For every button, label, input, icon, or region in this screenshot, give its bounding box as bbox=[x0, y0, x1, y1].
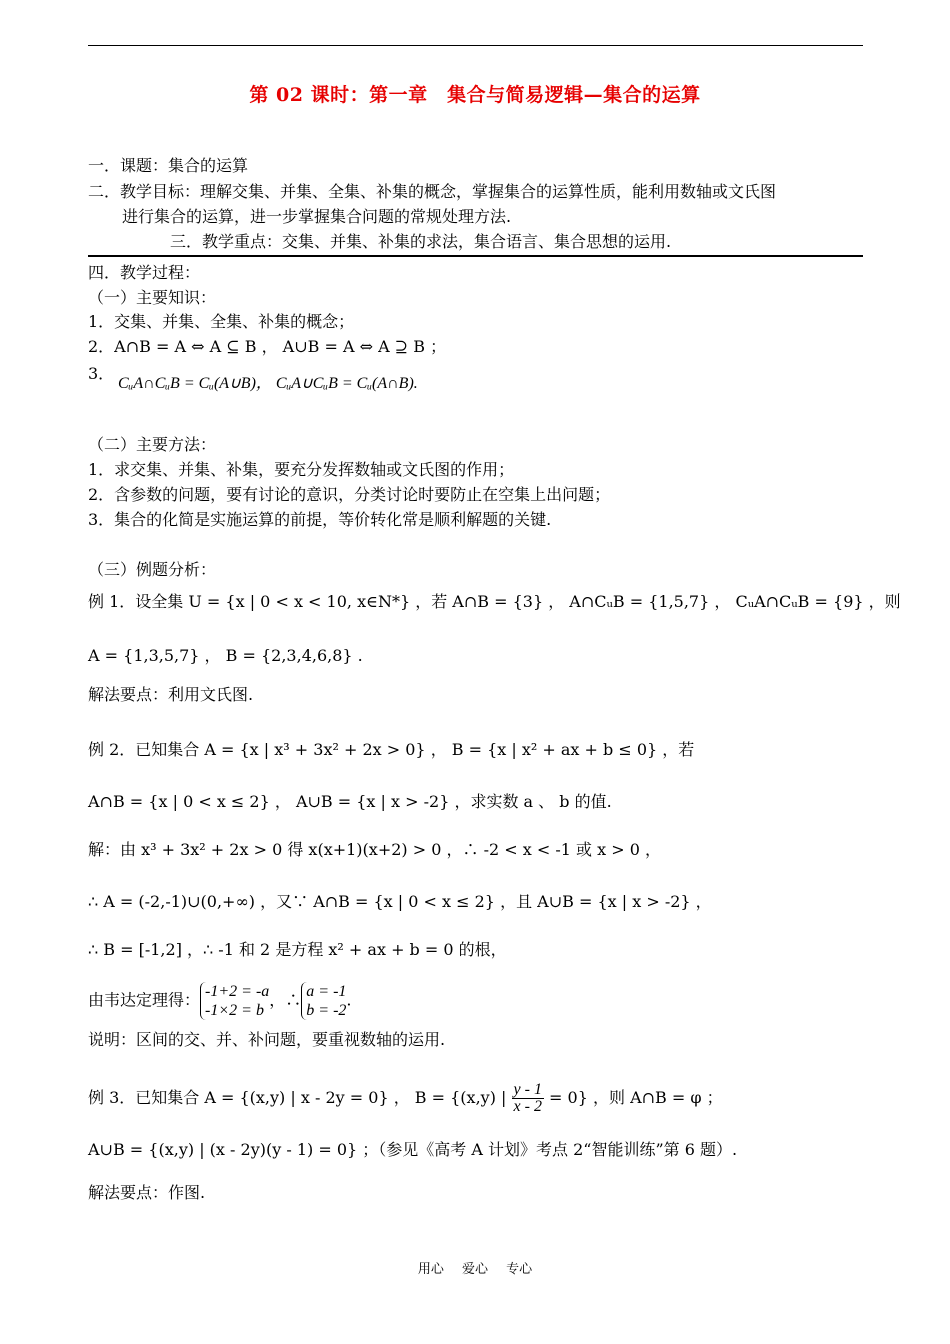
example-3-post: = 0} ，则 A∩B = φ ； bbox=[549, 1088, 723, 1107]
result-b: b = -2 bbox=[306, 1002, 347, 1019]
methods-heading: （二）主要方法： bbox=[88, 435, 217, 454]
examples-heading: （三）例题分析： bbox=[88, 560, 217, 579]
example-2-statement: 例 2．已知集合 A = {x | x³ + 3x² + 2x > 0} ， B = {x | x² + ax + b ≤ 0} ，若 bbox=[88, 740, 695, 759]
example-2-note: 说明：区间的交、并、补问题，要重视数轴的运用. bbox=[88, 1030, 446, 1049]
fraction-denominator: x - 2 bbox=[513, 1098, 542, 1115]
example-2-vieta bbox=[88, 982, 352, 1020]
example-1-answer: A = {1,3,5,7} ， B = {2,3,4,6,8} . bbox=[88, 646, 363, 665]
method-item-1: 1．求交集、并集、补集，要充分发挥数轴或文氏图的作用； bbox=[88, 460, 515, 479]
example-1-statement: 例 1．设全集 U = {x | 0 < x < 10, x∈N*} ，若 A∩B = {3} ， A∩CᵤB = {1,5,7} ， CᵤA∩CᵤB = {9} ，则 bbox=[88, 592, 901, 611]
example-3-fraction bbox=[512, 1082, 544, 1115]
section-topic: 一．课题：集合的运算 bbox=[88, 156, 249, 175]
example-1-hint: 解法要点：利用文氏图. bbox=[88, 685, 254, 704]
knowledge-item-1: 1．交集、并集、全集、补集的概念； bbox=[88, 312, 355, 331]
example-2-solution-1: 解：由 x³ + 3x² + 2x > 0 得 x(x+1)(x+2) > 0 ，∴ -2 < x < -1 或 x > 0 ， bbox=[88, 840, 661, 859]
system-period: . bbox=[346, 990, 352, 1010]
therefore-symbol: ，∴ bbox=[269, 990, 302, 1010]
example-2-statement-cont: A∩B = {x | 0 < x ≤ 2} ， A∪B = {x | x > -2} ，求实数 a 、 b 的值. bbox=[88, 792, 612, 811]
vieta-equation-2: -1×2 = b bbox=[205, 1002, 264, 1019]
example-2-solution-3: ∴ B = [-1,2] ，∴ -1 和 2 是方程 x² + ax + b = 0 的根， bbox=[88, 940, 507, 959]
fraction-numerator: y - 1 bbox=[513, 1081, 542, 1098]
result-system bbox=[301, 982, 346, 1020]
page-footer: 用心 爱心 专心 bbox=[417, 1262, 533, 1277]
vieta-system bbox=[200, 982, 269, 1020]
method-item-2: 2．含参数的问题，要有讨论的意识，分类讨论时要防止在空集上出问题； bbox=[88, 485, 611, 504]
example-3-union: A∪B = {(x,y) | (x - 2y)(y - 1) = 0} ；（参见《高考 A 计划》考点 2“智能训练”第 6 题）. bbox=[88, 1140, 738, 1159]
knowledge-item-3-formula: CᵤA∩CᵤB = Cᵤ(A∪B)， CᵤA∪CᵤB = Cᵤ(A∩B). bbox=[118, 375, 418, 392]
section-objectives-cont: 进行集合的运算，进一步掌握集合问题的常规处理方法. bbox=[122, 207, 512, 226]
knowledge-item-3-number: 3． bbox=[88, 364, 115, 383]
header-rule bbox=[88, 45, 863, 46]
section-rule bbox=[88, 255, 863, 257]
example-3-statement bbox=[88, 1082, 723, 1115]
knowledge-item-2: 2．A∩B = A ⇔ A ⊆ B ， A∪B = A ⇔ A ⊇ B ； bbox=[88, 337, 447, 356]
vieta-equation-1: -1+2 = -a bbox=[205, 983, 270, 1000]
result-a: a = -1 bbox=[306, 983, 347, 1000]
example-3-pre: 例 3．已知集合 A = {(x,y) | x - 2y = 0} ， B = {(x,y) | bbox=[88, 1088, 507, 1107]
section-process: 四．教学过程： bbox=[88, 263, 201, 282]
page-title: 第 02 课时：第一章 集合与简易逻辑—集合的运算 bbox=[249, 84, 701, 106]
vieta-label: 由韦达定理得： bbox=[88, 990, 201, 1010]
example-3-hint: 解法要点：作图. bbox=[88, 1183, 206, 1202]
section-key-points: 三．教学重点：交集、并集、补集的求法，集合语言、集合思想的运用. bbox=[170, 232, 672, 251]
method-item-3: 3．集合的化简是实施运算的前提，等价转化常是顺利解题的关键. bbox=[88, 510, 552, 529]
knowledge-heading: （一）主要知识： bbox=[88, 288, 217, 307]
example-2-solution-2: ∴ A = (-2,-1)∪(0,+∞) ，又∵ A∩B = {x | 0 < x ≤ 2} ，且 A∪B = {x | x > -2} ， bbox=[88, 892, 712, 911]
section-objectives: 二．教学目标：理解交集、并集、全集、补集的概念，掌握集合的运算性质，能利用数轴或文氏图 bbox=[88, 182, 777, 201]
